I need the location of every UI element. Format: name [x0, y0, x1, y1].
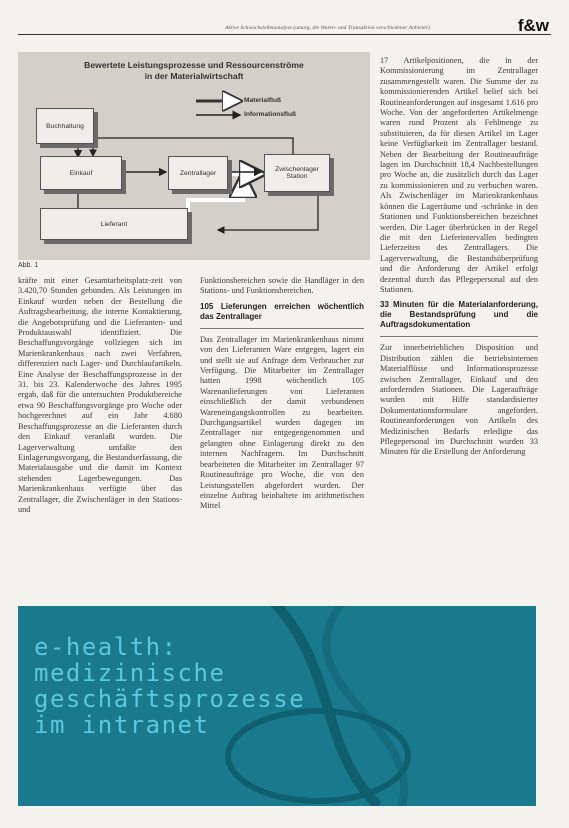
running-head: Aktive Schwachstellenanalyse (amarg, die Waren- und Transaktion verschiedener Anbieter) — [225, 25, 430, 31]
box-zwischenlager-line2: Station — [286, 173, 308, 180]
ehealth-banner — [18, 606, 536, 806]
banner-line2: medizinische — [34, 659, 226, 687]
figure-caption: Abb. 1 — [18, 262, 39, 269]
banner-title — [34, 634, 305, 738]
box-zentrallager: Zentrallager — [168, 156, 228, 190]
col2-text-top: Funktionsbereichen sowie die Handläger in den Stations- und Funktionsbereichen. — [200, 276, 364, 296]
header-rule — [18, 34, 551, 35]
box-einkauf: Einkauf — [40, 156, 122, 190]
column-1 — [18, 276, 182, 594]
col3-text-top: 17 Artikelpositionen, die in der Kommissionierung im Zentrallager zusammengestellt waren. Die Summe der zu kommissionierenden Artikel belief sich bei Routineanforderungen auf insgesamt 1.616 pro Woche. Von der angeforderten Artikelmenge waren rund Prozent als Fehlmenge zu substituieren, da für diesen Artikel im Lager keine Verfügbarkeit im Zentrallager bestand. Neben der Bearbeitung der Routineaufträge lagen im Durchschnitt 18,4 Nachbestellungen pro Woche an, die zusätzlich durch das Lager zu kommissionieren und zu verbuchen waren. Als Zwischenläger im Marienkrankenhaus können die Lagerräume und -schränke in den Stationen und Funktionsbereichen bezeichnet werden. Die Lager überbrücken in der Regel die mit den Lieferintervallen bedingten Lieferzeiten des Zentrallagers. Die Lagerverwaltung, die Bestandsüberprüfung und die Anforderung der Artikel erfolgt dezentral durch das Pflegepersonal auf den Stationen. — [380, 56, 538, 294]
column-2 — [200, 276, 364, 594]
col3-text-bottom: Zur innerbetrieblichen Disposition und Distribution zählen die betriebsinternen Materialflüsse und Informationsprozesse zwischen Zentrallager, Einkauf und den anfordernden Stationen. Die Lageraufträge wurden mit Hilfe standardisierter Dokumentationsformulare angefordert. Routineanforderungen von Artikeln des Medizinischen Bedarfs erledigte das Pflegepersonal im Durchschnitt wurden 33 Minuten für die Erstellung der Anforderung — [380, 343, 538, 457]
figure — [18, 52, 370, 260]
box-lieferant: Lieferant — [40, 208, 188, 240]
figure-title-line2: in der Materialwirtschaft — [144, 71, 244, 81]
col1-text: kräfte mit einer Gesamtarbeitsplatz-zeit von 3.420,70 Stunden gebunden. Als Leistungen im Einkauf wurden neben der Bestellung die Auftragsbearbeitung, die interne Kontaktierung, die Angebotsprüfung und die Lieferanten- und Produktauswahl identifiziert. Die Beschaffungsvorgänge vollziegen sich im Marienkrankenhaus nach zwei Verfahren, differenziert nach Lager- und Durchlaufartikeln. Eine Analyse der Beschaffungsprozesse in der 31. bis 23. Kalenderwoche des Jahres 1995 ergab, daß für die untersuchten Produktbereiche etwa 90 Beschaffungsvorgänge pro Woche oder hochgerechnet auf ein Jahr 4.680 Beschaffungsprozesse an die Lieferanten durch den Einkauf veranlaßt wurden. Die Lagerverwaltung umfaßte den Einlagerungsvorgang, die Bestandserfassung, die Materialausgabe und die damit im Kontext stehenden Lagerbewegungen. Das Marienkrankenhaus verfügte über das Zentrallager, die Zwischenläger in den Stations- und — [18, 276, 182, 514]
figure-title-line1: Bewertete Leistungsprozesse und Ressourcenströme — [84, 60, 304, 70]
box-buchhaltung: Buchhaltung — [36, 108, 94, 144]
legend-info: Informationsfluß — [244, 111, 297, 118]
col2-heading-rule — [200, 328, 364, 329]
box-zwischenlager-line1: Zwischenlager — [275, 166, 319, 173]
banner-line4: im intranet — [34, 711, 210, 739]
legend-material: Materialfluß — [244, 97, 282, 104]
logo: f&w — [517, 16, 549, 35]
col2-heading: 105 Lieferungen erreichen wöchentlich das Zentrallager — [200, 301, 364, 321]
column-3 — [380, 56, 538, 594]
banner-line1: e-health: — [34, 633, 178, 661]
col3-heading-rule — [380, 336, 538, 337]
box-zwischenlager — [264, 154, 330, 192]
col2-text-bottom: Das Zentrallager im Marienkrankenhaus nimmt von den Lieferanten Ware entgegen, lagert ein und stellt sie auf Anfrage dem Verbraucher zur Verfügung. Die Mitarbeiter im Zentrallager hatten 1998 wöchentlich 105 Warenanlieferungen von Lieferanten einschließlich der damit verbundenen Wareneingangskontrollen zu bearbeiten. Durchgangsartikel wurden dagegen im Zentrallager nur entgegengenommen und gelangten ohne Einlagerung direkt zu den internen Nachfragern. Im Durchschnitt bearbeiteten die Mitarbeiter im Zentrallager 97 Routineaufträge pro Woche, die von den Leistungsstellen abgefordert wurden. Der einzelne Auftrag beinhaltete im arithmetischen Mittel — [200, 334, 364, 511]
col3-heading: 33 Minuten für die Materialanforderung, die Bestandsprüfung und die Auftragsdokumentation — [380, 300, 538, 330]
banner-line3: geschäftsprozesse — [34, 685, 306, 713]
